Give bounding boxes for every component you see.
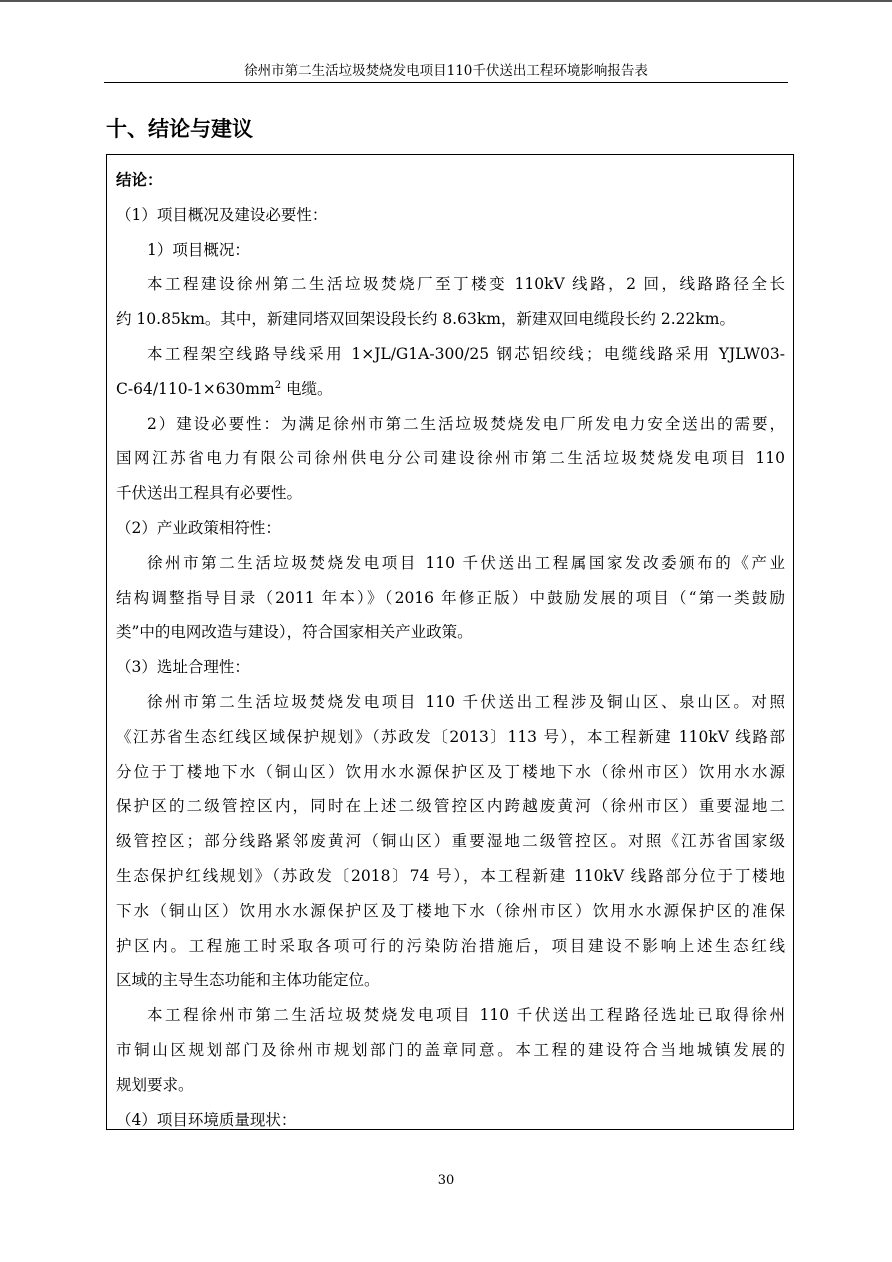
- text-line: 国网江苏省电力有限公司徐州供电分公司建设徐州市第二生活垃圾焚烧发电项目 110: [116, 449, 785, 468]
- conclusion-box: [106, 154, 794, 1130]
- page-number: 30: [437, 1173, 455, 1188]
- section-title: 十、结论与建议: [106, 117, 253, 141]
- text-line: 约 10.85km。其中，新建同塔双回架设段长约 8.63km，新建双回电缆段长约 2.22km。: [116, 310, 735, 329]
- header-rule: [104, 82, 788, 83]
- cable-spec: C-64/110-1×630mm: [116, 379, 275, 398]
- superscript: 2: [274, 379, 282, 391]
- text-line: 结论：: [116, 170, 163, 189]
- text-line: 本工程徐州市第二生活垃圾焚烧发电项目 110 千伏送出工程路径选址已取得徐州: [147, 1006, 785, 1025]
- text-line: 结构调整指导目录（2011 年本）》（2016 年修正版）中鼓励发展的项目（“第一类鼓励: [116, 588, 785, 607]
- text-line: 类”中的电网改造与建设），符合国家相关产业政策。: [116, 623, 473, 642]
- text-line: 级管控区；部分线路紧邻废黄河（铜山区）重要湿地二级管控区。对照《江苏省国家级: [116, 832, 785, 851]
- text-line: （3）选址合理性：: [116, 658, 250, 677]
- text-line: 千伏送出工程具有必要性。: [116, 484, 303, 503]
- text-line: （2）产业政策相符性：: [116, 518, 281, 537]
- text-line: 规划要求。: [116, 1075, 194, 1094]
- running-header: 徐州市第二生活垃圾焚烧发电项目110千伏送出工程环境影响报告表: [244, 63, 648, 79]
- text-line: 1）项目概况：: [147, 240, 250, 259]
- text-line: 《江苏省生态红线区域保护规划》（苏政发〔2013〕113 号），本工程新建 110kV 线路部: [116, 727, 785, 746]
- text-line: （1）项目概况及建设必要性：: [116, 205, 328, 224]
- text-line: 徐州市第二生活垃圾焚烧发电项目 110 千伏送出工程属国家发改委颁布的《产业: [147, 553, 785, 572]
- text-line: 保护区的二级管控区内，同时在上述二级管控区内跨越废黄河（徐州市区）重要湿地二: [116, 797, 785, 816]
- cable-spec-tail: 电缆。: [281, 379, 333, 398]
- text-line: 生态保护红线规划》（苏政发〔2018〕74 号），本工程新建 110kV 线路部分位于丁楼地: [116, 866, 785, 885]
- text-line: 分位于丁楼地下水（铜山区）饮用水水源保护区及丁楼地下水（徐州市区）饮用水水源: [116, 762, 785, 781]
- text-line: 徐州市第二生活垃圾焚烧发电项目 110 千伏送出工程涉及铜山区、泉山区。对照: [147, 692, 785, 711]
- text-line: （4）项目环境质量现状：: [116, 1110, 297, 1129]
- text-line: 本工程架空线路导线采用 1×JL/G1A-300/25 钢芯铝绞线；电缆线路采用 YJLW03-: [147, 344, 785, 363]
- text-line: 2）建设必要性：为满足徐州市第二生活垃圾焚烧发电厂所发电力安全送出的需要，: [147, 414, 785, 433]
- text-line: 区域的主导生态功能和主体功能定位。: [116, 971, 380, 990]
- text-line: [116, 372, 785, 407]
- text-line: 护区内。工程施工时采取各项可行的污染防治措施后，项目建设不影响上述生态红线: [116, 936, 785, 955]
- text-line: 市铜山区规划部门及徐州市规划部门的盖章同意。本工程的建设符合当地城镇发展的: [116, 1040, 785, 1059]
- text-line: 本工程建设徐州第二生活垃圾焚烧厂至丁楼变 110kV 线路，2 回，线路路径全长: [147, 275, 785, 294]
- top-border-line: [0, 0, 892, 2]
- text-line: 下水（铜山区）饮用水水源保护区及丁楼地下水（徐州市区）饮用水水源保护区的准保: [116, 901, 785, 920]
